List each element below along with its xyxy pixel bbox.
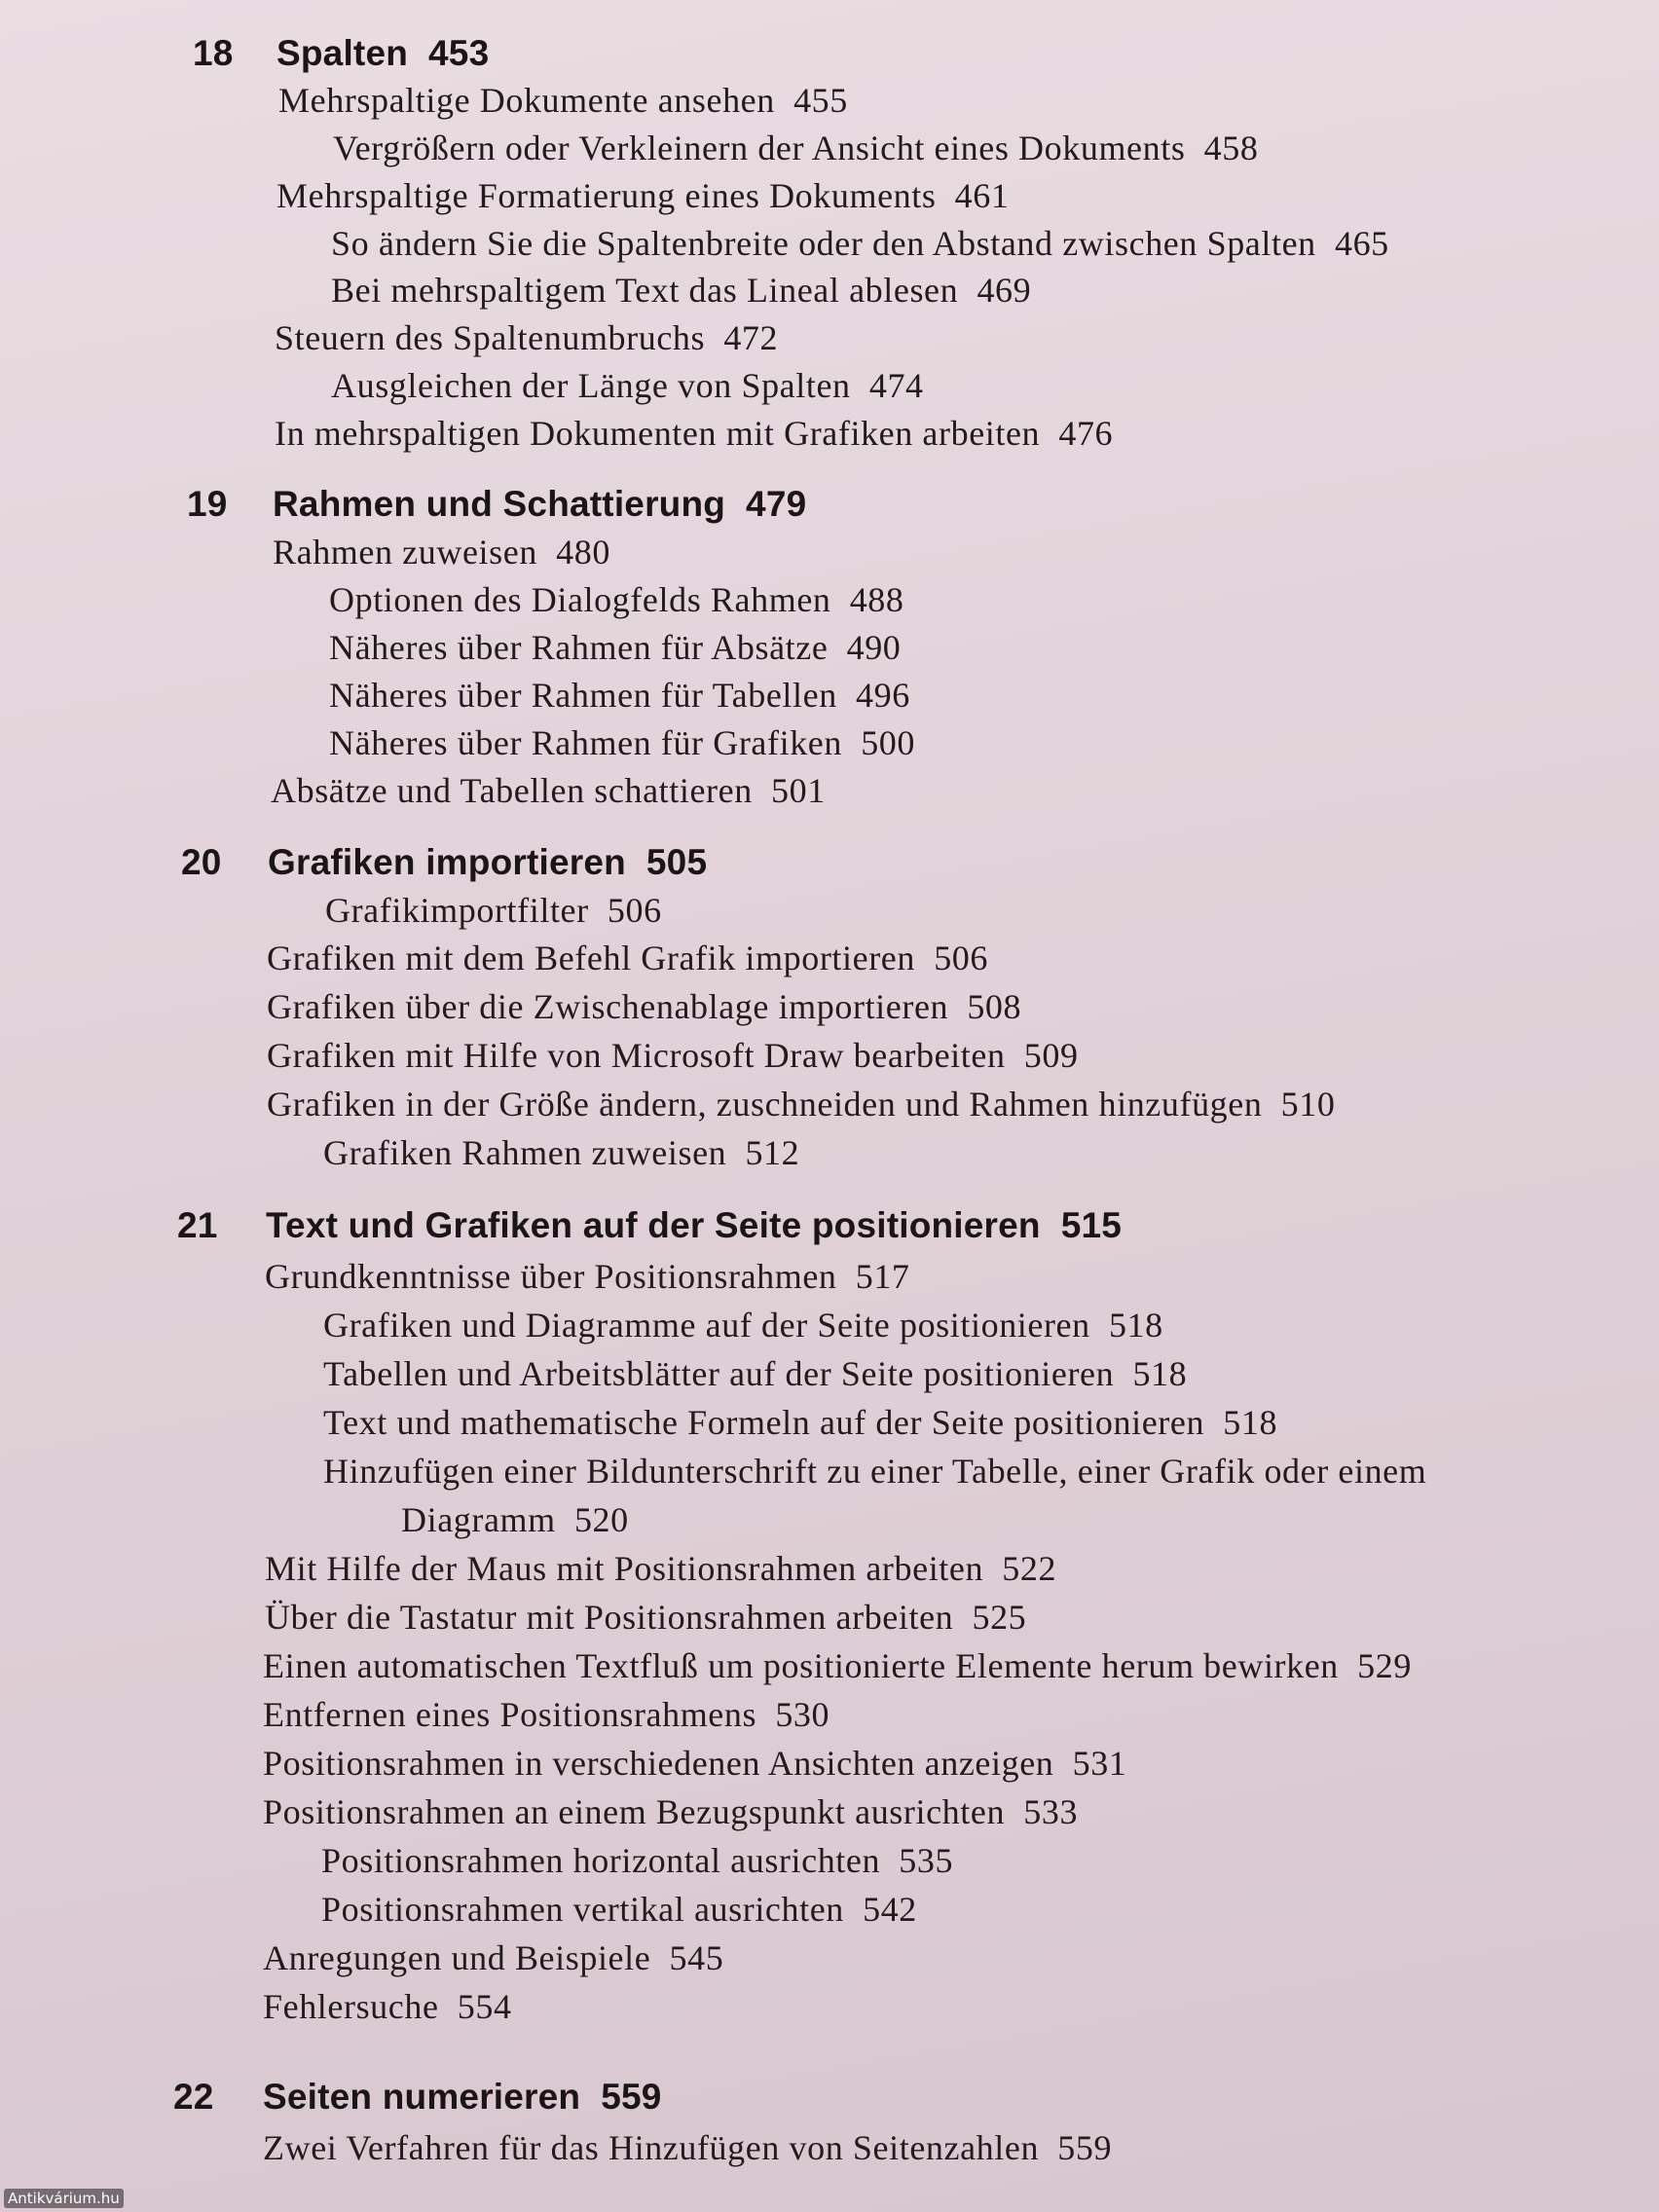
chapter-number: 19 xyxy=(187,484,228,524)
toc-entry: Grafiken und Diagramme auf der Seite positionieren 518 xyxy=(323,1306,1163,1345)
toc-entry: Hinzufügen einer Bildunterschrift zu einer Tabelle, einer Grafik oder einem xyxy=(323,1452,1427,1491)
toc-entry: Näheres über Rahmen für Grafiken 500 xyxy=(329,723,915,762)
toc-entry: Näheres über Rahmen für Tabellen 496 xyxy=(329,676,910,715)
chapter-number: 20 xyxy=(181,842,222,882)
chapter-number: 18 xyxy=(193,33,234,73)
toc-entry: Über die Tastatur mit Positionsrahmen arbeiten 525 xyxy=(265,1598,1027,1637)
toc-entry: Ausgleichen der Länge von Spalten 474 xyxy=(331,366,924,405)
toc-entry: Einen automatischen Textfluß um positionierte Elemente herum bewirken 529 xyxy=(263,1646,1412,1685)
toc-entry: Bei mehrspaltigem Text das Lineal ablesen 469 xyxy=(331,271,1032,310)
toc-entry: Absätze und Tabellen schattieren 501 xyxy=(271,771,826,810)
chapter-title: Spalten 453 xyxy=(276,33,490,73)
toc-entry: Mit Hilfe der Maus mit Positionsrahmen arbeiten 522 xyxy=(265,1549,1057,1588)
toc-entry: Grafiken Rahmen zuweisen 512 xyxy=(323,1133,800,1172)
toc-entry: Grundkenntnisse über Positionsrahmen 517 xyxy=(265,1257,910,1296)
toc-entry: In mehrspaltigen Dokumenten mit Grafiken arbeiten 476 xyxy=(275,414,1114,453)
toc-entry: Diagramm 520 xyxy=(401,1500,629,1539)
toc-entry: Positionsrahmen an einem Bezugspunkt ausrichten 533 xyxy=(263,1792,1079,1831)
toc-entry: Rahmen zuweisen 480 xyxy=(273,533,610,571)
watermark-label: Antikvárium.hu xyxy=(4,2189,124,2208)
toc-entry: Grafikimportfilter 506 xyxy=(325,891,662,930)
toc-entry: So ändern Sie die Spaltenbreite oder den Abstand zwischen Spalten 465 xyxy=(331,224,1389,263)
chapter-title: Grafiken importieren 505 xyxy=(268,842,708,882)
toc-entry: Zwei Verfahren für das Hinzufügen von Seitenzahlen 559 xyxy=(263,2128,1113,2167)
toc-entry: Tabellen und Arbeitsblätter auf der Seite positionieren 518 xyxy=(323,1354,1188,1393)
toc-entry: Mehrspaltige Dokumente ansehen 455 xyxy=(278,81,848,120)
toc-entry: Mehrspaltige Formatierung eines Dokuments 461 xyxy=(276,176,1010,215)
toc-entry: Grafiken mit dem Befehl Grafik importieren 506 xyxy=(267,939,988,977)
toc-entry: Anregungen und Beispiele 545 xyxy=(263,1938,724,1977)
toc-entry: Grafiken in der Größe ändern, zuschneiden und Rahmen hinzufügen 510 xyxy=(267,1085,1336,1124)
toc-entry: Fehlersuche 554 xyxy=(263,1987,512,2026)
chapter-title: Rahmen und Schattierung 479 xyxy=(273,484,807,524)
chapter-title: Text und Grafiken auf der Seite positionieren 515 xyxy=(266,1205,1123,1245)
toc-entry: Näheres über Rahmen für Absätze 490 xyxy=(329,628,902,667)
toc-entry: Positionsrahmen vertikal ausrichten 542 xyxy=(321,1890,917,1929)
toc-entry: Positionsrahmen horizontal ausrichten 535 xyxy=(321,1841,954,1880)
toc-entry: Steuern des Spaltenumbruchs 472 xyxy=(275,318,779,357)
chapter-number: 22 xyxy=(173,2077,214,2117)
toc-entry: Text und mathematische Formeln auf der Seite positionieren 518 xyxy=(323,1403,1278,1442)
toc-entry: Vergrößern oder Verkleinern der Ansicht eines Dokuments 458 xyxy=(333,129,1259,167)
toc-entry: Optionen des Dialogfelds Rahmen 488 xyxy=(329,580,904,619)
toc-entry: Grafiken über die Zwischenablage importieren 508 xyxy=(267,987,1022,1026)
toc-entry: Positionsrahmen in verschiedenen Ansichten anzeigen 531 xyxy=(263,1744,1127,1783)
toc-entry: Grafiken mit Hilfe von Microsoft Draw bearbeiten 509 xyxy=(267,1036,1079,1075)
toc-entry: Entfernen eines Positionsrahmens 530 xyxy=(263,1695,830,1734)
chapter-number: 21 xyxy=(177,1205,218,1245)
chapter-title: Seiten numerieren 559 xyxy=(263,2077,662,2117)
